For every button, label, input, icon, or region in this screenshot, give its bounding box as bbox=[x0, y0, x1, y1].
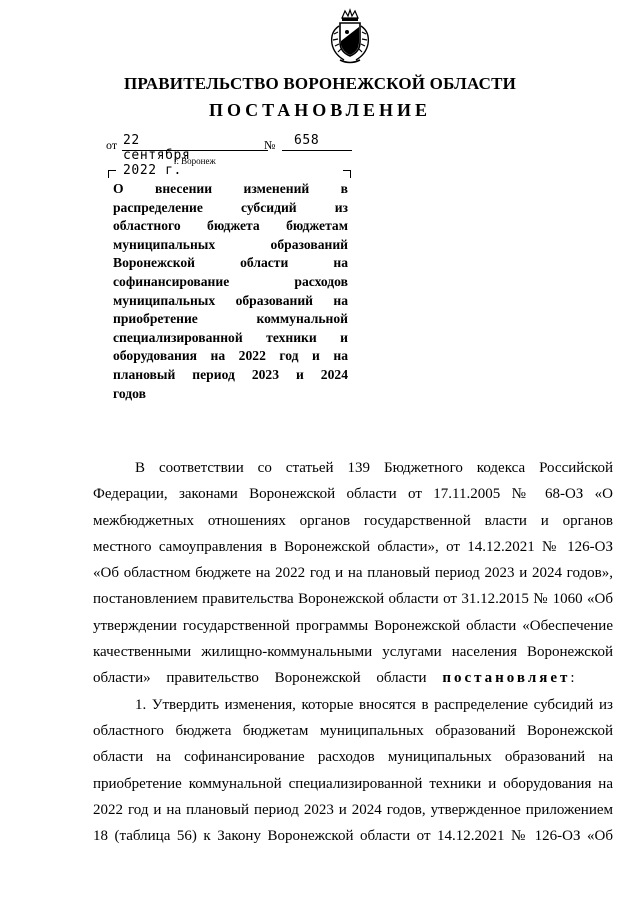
decree-body bbox=[93, 455, 613, 849]
decree-number: 658 bbox=[294, 133, 320, 148]
body-line-suffix: : bbox=[570, 670, 575, 687]
body-line: 2022 год и на плановый период 2023 и 2024 годов, утвержденное приложением bbox=[93, 801, 613, 818]
date-underline bbox=[122, 150, 268, 151]
subject-line: муниципальных образований bbox=[113, 236, 348, 252]
body-line: приобретение коммунальной специализированной техники и оборудования на bbox=[93, 775, 613, 792]
subject-line: приобретение коммунальной bbox=[113, 311, 348, 327]
subject-line: муниципальных образований на bbox=[113, 292, 348, 308]
body-line: области на софинансирование расходов муниципальных образований на bbox=[93, 749, 613, 766]
body-line: областного бюджета бюджетам муниципальных образований Воронежской bbox=[93, 722, 613, 739]
subject-line: специализированной техники и bbox=[113, 329, 348, 345]
decree-subject bbox=[113, 180, 348, 403]
subject-line: распределение субсидий из bbox=[113, 199, 348, 215]
number-underline bbox=[282, 150, 352, 151]
subject-line: Воронежской области на bbox=[113, 255, 348, 271]
document-type: ПОСТАНОВЛЕНИЕ bbox=[208, 100, 432, 120]
subject-corner-right bbox=[343, 170, 351, 178]
government-title: ПРАВИТЕЛЬСТВО ВОРОНЕЖСКОЙ ОБЛАСТИ bbox=[123, 74, 517, 93]
body-line: постановлением правительства Воронежской области от 31.12.2015 № 1060 «Об bbox=[93, 591, 613, 608]
subject-line: О внесении изменений в bbox=[113, 181, 348, 196]
subject-line: софинансирование расходов bbox=[113, 273, 348, 289]
body-line: межбюджетных отношениях органов государственной власти и органов bbox=[93, 512, 613, 529]
subject-line: областного бюджета бюджетам bbox=[113, 218, 348, 234]
subject-line: оборудования на 2022 год и на bbox=[113, 348, 348, 364]
from-label: от bbox=[106, 138, 118, 152]
body-line: утверждении государственной программы Воронежской области «Обеспечение bbox=[93, 617, 613, 634]
body-line: «Об областном бюджете на 2022 год и на плановый период 2023 и 2024 годов», bbox=[93, 565, 613, 582]
voronezh-coat-of-arms-icon bbox=[326, 8, 374, 66]
body-line-decree bbox=[93, 665, 613, 691]
decree-word: постановляет bbox=[442, 670, 571, 687]
subject-line: годов bbox=[113, 385, 146, 401]
city-label: г. Воронеж bbox=[174, 156, 216, 166]
body-line: качественными жилищно-коммунальными услугами населения Воронежской bbox=[93, 644, 613, 661]
body-line-prefix: области» правительство Воронежской области bbox=[93, 670, 443, 687]
body-line: местного самоуправления в Воронежской области», от 14.12.2021 № 126-ОЗ bbox=[93, 538, 613, 555]
body-line: Федерации, законами Воронежской области от 17.11.2005 № 68-ОЗ «О bbox=[93, 486, 613, 503]
body-line: В соответствии со статьей 139 Бюджетного кодекса Российской bbox=[135, 460, 613, 476]
body-line: 18 (таблица 56) к Закону Воронежской области от 14.12.2021 № 126-ОЗ «Об bbox=[93, 828, 613, 845]
subject-line: плановый период 2023 и 2024 bbox=[113, 366, 348, 382]
subject-corner-left bbox=[108, 170, 116, 178]
number-label: № bbox=[264, 138, 276, 152]
body-line: 1. Утвердить изменения, которые вносятся в распределение субсидий из bbox=[135, 696, 613, 713]
decree-date: 22 сентября 2022 г. bbox=[123, 133, 191, 178]
